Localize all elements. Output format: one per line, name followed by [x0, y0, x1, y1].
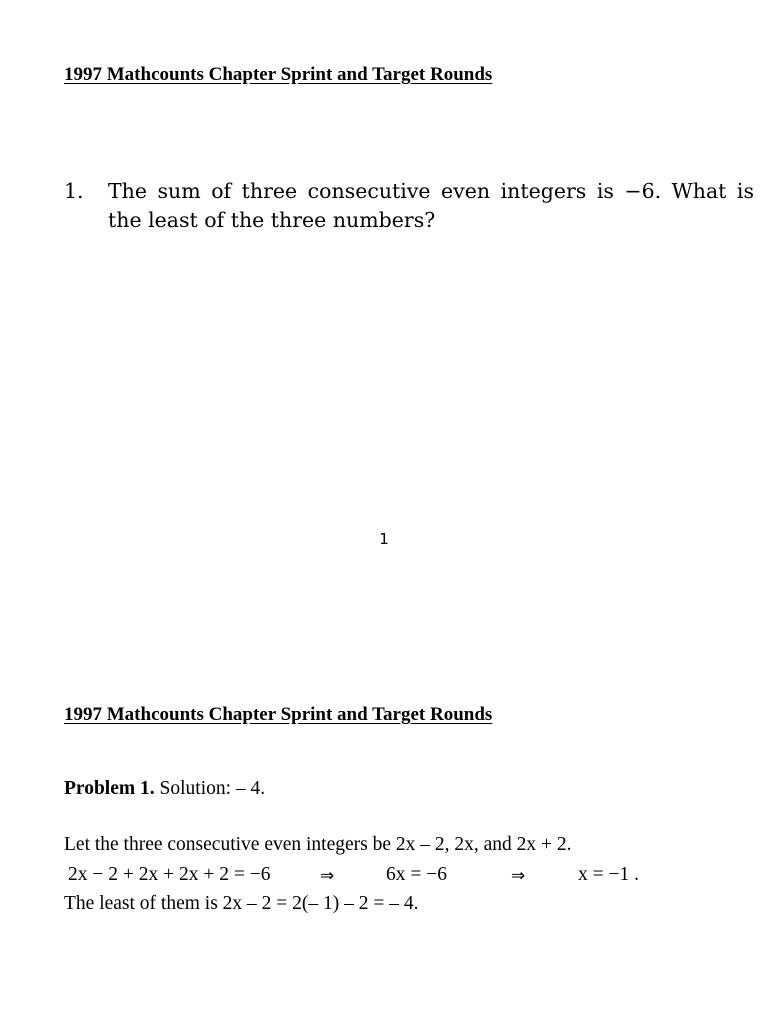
- problem-number: 1.: [64, 179, 84, 203]
- page-number: 1: [379, 530, 389, 548]
- problem-line-1: The sum of three consecutive even integers is −6. What is: [108, 179, 754, 203]
- problem-line-2: the least of the three numbers?: [108, 208, 436, 232]
- problem-label: Problem 1.: [64, 778, 155, 799]
- implies-arrow-icon: ⇒: [511, 866, 526, 886]
- solution-conclusion: The least of them is 2x – 2 = 2(– 1) – 2 = – 4.: [64, 893, 419, 914]
- equation-simplified: 6x = −6: [386, 864, 447, 885]
- solution-setup: Let the three consecutive even integers be 2x – 2, 2x, and 2x + 2.: [64, 834, 572, 855]
- equation-sum: 2x − 2 + 2x + 2x + 2 = −6: [68, 864, 271, 885]
- solution-heading: [64, 778, 265, 800]
- solution-answer: Solution: – 4.: [154, 778, 266, 799]
- equation-result: x = −1 .: [578, 864, 639, 885]
- problem-text: [108, 177, 754, 235]
- implies-arrow-icon: ⇒: [320, 866, 335, 886]
- page-header: 1997 Mathcounts Chapter Sprint and Target Rounds: [64, 64, 493, 85]
- solution-page-header: 1997 Mathcounts Chapter Sprint and Target Rounds: [64, 704, 493, 725]
